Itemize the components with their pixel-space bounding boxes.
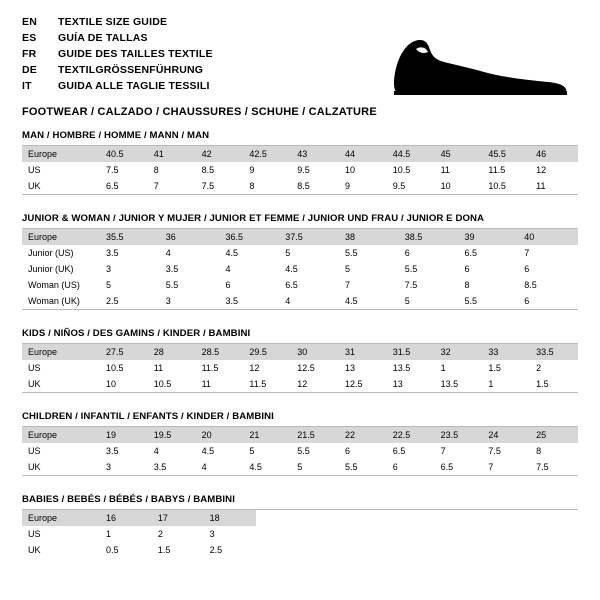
table-row — [22, 146, 578, 162]
cell: 8.5 — [201, 165, 215, 175]
cell: 6.5 — [392, 446, 406, 456]
cell: 36 — [160, 229, 220, 245]
language-code: IT — [22, 80, 32, 92]
cell: 11 — [153, 363, 164, 373]
divider — [22, 392, 578, 393]
cell: 36.5 — [220, 229, 280, 245]
row-label: Europe — [22, 344, 100, 360]
row-label: Junior (US) — [28, 248, 74, 258]
cell: 3 — [165, 296, 171, 306]
block-title: BABIES / BEBÉS / BÉBÉS / BABYS / BAMBINI — [22, 494, 578, 510]
cell: 11 — [440, 165, 450, 175]
cell: 13.5 — [440, 379, 459, 389]
cell: 8.5 — [297, 181, 310, 191]
block-title: KIDS / NIÑOS / DES GAMINS / KINDER / BAMBINI — [22, 328, 578, 344]
cell: 5 — [404, 296, 410, 306]
cell: 10.5 — [488, 181, 506, 191]
cell: 1.5 — [157, 545, 171, 555]
row-label: US — [28, 363, 41, 373]
cell: 1.5 — [536, 379, 549, 389]
table-row — [22, 360, 578, 376]
table-row — [22, 162, 578, 178]
block-title: JUNIOR & WOMAN / JUNIOR Y MUJER / JUNIOR ET FEMME / JUNIOR UND FRAU / JUNIOR E DONA — [22, 213, 578, 229]
cell: 3.5 — [153, 462, 167, 472]
language-title: GUÍA DE TALLAS — [58, 32, 148, 44]
cell: 6 — [392, 462, 398, 472]
cell: 3.5 — [106, 446, 119, 456]
table-row — [22, 229, 578, 245]
cell: 6 — [464, 264, 470, 274]
cell: 7 — [153, 181, 159, 191]
cell: 44.5 — [387, 146, 435, 162]
cell: 32 — [435, 344, 483, 360]
cell: 45.5 — [482, 146, 530, 162]
divider — [22, 194, 578, 195]
cell: 4.5 — [201, 446, 215, 456]
cell: 9 — [344, 181, 350, 191]
cell: 0.5 — [106, 545, 119, 555]
size-table-body — [22, 510, 256, 558]
cell: 2 — [536, 363, 542, 373]
cell: 10 — [440, 181, 451, 191]
cell: 25 — [530, 427, 578, 443]
divider — [22, 475, 578, 476]
cell: 4.5 — [225, 248, 239, 258]
table-row — [22, 178, 578, 194]
cell: 11 — [201, 379, 211, 389]
cell: 7.5 — [488, 446, 501, 456]
cell: 13.5 — [392, 363, 411, 373]
cell: 4.5 — [249, 462, 262, 472]
cell: 39 — [459, 229, 519, 245]
cell: 9.5 — [392, 181, 406, 191]
row-label: Woman (US) — [28, 280, 80, 290]
cell: 28 — [148, 344, 196, 360]
cell: 10 — [106, 379, 117, 389]
cell: 44 — [339, 146, 387, 162]
row-label: Junior (UK) — [28, 264, 74, 274]
cell: 6.5 — [440, 462, 454, 472]
cell: 38.5 — [399, 229, 459, 245]
cell: 29.5 — [243, 344, 291, 360]
language-code: EN — [22, 16, 37, 28]
cell: 4 — [201, 462, 207, 472]
cell: 3.5 — [106, 248, 119, 258]
divider — [22, 309, 578, 310]
cell: 7.5 — [106, 165, 119, 175]
table-row — [22, 510, 256, 526]
cell: 4 — [153, 446, 159, 456]
size-table-man — [22, 146, 578, 194]
cell: 2.5 — [209, 545, 223, 555]
table-row — [22, 277, 578, 293]
cell: 20 — [196, 427, 244, 443]
cell: 5.5 — [345, 248, 358, 258]
table-row — [22, 459, 578, 475]
cell: 33.5 — [530, 344, 578, 360]
row-label: UK — [28, 545, 41, 555]
cell: 38 — [339, 229, 399, 245]
table-row — [22, 427, 578, 443]
cell: 6 — [344, 446, 350, 456]
cell: 11.5 — [249, 379, 267, 389]
dress-shoe-icon — [380, 32, 570, 102]
table-row — [22, 261, 578, 277]
cell: 5.5 — [165, 280, 179, 290]
cell: 10.5 — [106, 363, 124, 373]
cell: 21.5 — [291, 427, 339, 443]
size-table-kids — [22, 344, 578, 392]
cell: 12 — [249, 363, 260, 373]
language-code: DE — [22, 64, 37, 76]
cell: 41 — [148, 146, 196, 162]
cell: 12.5 — [344, 379, 363, 389]
cell: 43 — [291, 146, 339, 162]
cell: 8 — [464, 280, 470, 290]
table-row — [22, 542, 256, 558]
size-block-babies — [22, 494, 578, 558]
cell: 12 — [536, 165, 547, 175]
language-row — [22, 64, 213, 80]
cell: 16 — [100, 510, 152, 526]
cell: 17 — [152, 510, 204, 526]
cell: 19 — [100, 427, 148, 443]
cell: 6.5 — [464, 248, 478, 258]
cell: 6 — [404, 248, 410, 258]
cell: 4 — [285, 296, 291, 306]
cell: 35.5 — [100, 229, 160, 245]
cell: 33 — [482, 344, 530, 360]
cell: 5 — [285, 248, 291, 258]
cell: 2 — [157, 529, 163, 539]
size-table-body — [22, 344, 578, 392]
row-label: US — [28, 529, 41, 539]
size-block-man — [22, 130, 578, 194]
cell: 40.5 — [100, 146, 148, 162]
cell: 5 — [106, 280, 112, 290]
language-row — [22, 16, 213, 32]
cell: 7 — [345, 280, 351, 290]
cell: 8.5 — [524, 280, 537, 290]
row-label: Europe — [22, 510, 100, 526]
cell: 4 — [165, 248, 171, 258]
cell: 6 — [225, 280, 231, 290]
row-label: US — [28, 165, 41, 175]
language-code: FR — [22, 48, 37, 60]
cell: 30 — [291, 344, 339, 360]
table-row — [22, 443, 578, 459]
cell: 3.5 — [165, 264, 179, 274]
row-label: Europe — [22, 229, 100, 245]
cell: 11 — [536, 181, 546, 191]
cell: 27.5 — [100, 344, 148, 360]
cell: 22 — [339, 427, 387, 443]
cell: 5.5 — [464, 296, 478, 306]
cell: 21 — [243, 427, 291, 443]
cell: 7 — [488, 462, 494, 472]
cell: 1 — [488, 379, 494, 389]
cell: 37.5 — [279, 229, 339, 245]
cell: 5 — [297, 462, 303, 472]
table-row — [22, 526, 256, 542]
language-title-list — [22, 16, 213, 96]
row-label: UK — [28, 181, 41, 191]
cell: 6 — [524, 264, 530, 274]
cell: 13 — [344, 363, 355, 373]
cell: 42.5 — [243, 146, 291, 162]
cell: 40 — [518, 229, 578, 245]
language-row — [22, 32, 213, 48]
cell: 45 — [435, 146, 483, 162]
cell: 3 — [106, 462, 112, 472]
cell: 12.5 — [297, 363, 315, 373]
cell: 11.5 — [201, 363, 219, 373]
cell: 6.5 — [285, 280, 298, 290]
language-title-body — [22, 16, 213, 96]
cell: 5.5 — [404, 264, 418, 274]
cell: 8 — [153, 165, 159, 175]
cell: 10 — [344, 165, 355, 175]
language-row — [22, 80, 213, 96]
cell: 2.5 — [106, 296, 119, 306]
table-row — [22, 376, 578, 392]
size-table-babies — [22, 510, 256, 558]
cell: 31 — [339, 344, 387, 360]
cell: 7.5 — [201, 181, 215, 191]
language-title: GUIDE DES TAILLES TEXTILE — [58, 48, 213, 60]
page-header — [22, 16, 578, 118]
cell: 18 — [204, 510, 256, 526]
row-label: Europe — [22, 146, 100, 162]
cell: 3.5 — [225, 296, 239, 306]
cell: 12 — [297, 379, 308, 389]
language-title: TEXTILE SIZE GUIDE — [58, 16, 168, 28]
language-title: GUIDA ALLE TAGLIE TESSILI — [58, 80, 210, 92]
size-table-body — [22, 427, 578, 475]
cell: 13 — [392, 379, 403, 389]
cell: 10.5 — [153, 379, 172, 389]
cell: 5.5 — [344, 462, 358, 472]
cell: 3 — [106, 264, 112, 274]
table-row — [22, 293, 578, 309]
size-block-kids — [22, 328, 578, 392]
cell: 4.5 — [345, 296, 358, 306]
size-block-children — [22, 411, 578, 475]
cell: 42 — [196, 146, 244, 162]
cell: 9 — [249, 165, 255, 175]
cell: 4 — [225, 264, 231, 274]
cell: 6.5 — [106, 181, 119, 191]
cell: 1 — [440, 363, 446, 373]
cell: 19.5 — [148, 427, 196, 443]
cell: 5 — [249, 446, 255, 456]
size-table-junior-woman — [22, 229, 578, 309]
cell: 5 — [345, 264, 351, 274]
cell: 7.5 — [536, 462, 549, 472]
cell: 22.5 — [387, 427, 435, 443]
row-label: UK — [28, 379, 41, 389]
language-title: TEXTILGRÖSSENFÜHRUNG — [58, 64, 204, 76]
language-code: ES — [22, 32, 37, 44]
cell: 8 — [536, 446, 542, 456]
row-label: Europe — [22, 427, 100, 443]
cell: 6 — [524, 296, 530, 306]
language-row — [22, 48, 213, 64]
table-row — [22, 344, 578, 360]
row-label: US — [28, 446, 41, 456]
block-title: CHILDREN / INFANTIL / ENFANTS / KINDER / BAMBINI — [22, 411, 578, 427]
cell: 11.5 — [488, 165, 506, 175]
cell: 7.5 — [404, 280, 418, 290]
row-label: Woman (UK) — [28, 296, 80, 306]
cell: 1.5 — [488, 363, 501, 373]
size-block-junior-woman — [22, 213, 578, 309]
cell: 7 — [524, 248, 530, 258]
cell: 7 — [440, 446, 446, 456]
cell: 3 — [209, 529, 215, 539]
cell: 31.5 — [387, 344, 435, 360]
cell: 28.5 — [196, 344, 244, 360]
cell: 1 — [106, 529, 112, 539]
size-table-children — [22, 427, 578, 475]
cell: 24 — [482, 427, 530, 443]
size-table-body — [22, 146, 578, 194]
table-row — [22, 245, 578, 261]
cell: 23.5 — [435, 427, 483, 443]
cell: 9.5 — [297, 165, 310, 175]
cell: 10.5 — [392, 165, 411, 175]
cell: 5.5 — [297, 446, 310, 456]
size-table-body — [22, 229, 578, 309]
cell: 46 — [530, 146, 578, 162]
cell: 4.5 — [285, 264, 298, 274]
category-title: FOOTWEAR / CALZADO / CHAUSSURES / SCHUHE / CALZATURE — [22, 106, 377, 118]
row-label: UK — [28, 462, 41, 472]
cell: 8 — [249, 181, 255, 191]
block-title: MAN / HOMBRE / HOMME / MANN / MAN — [22, 130, 578, 146]
